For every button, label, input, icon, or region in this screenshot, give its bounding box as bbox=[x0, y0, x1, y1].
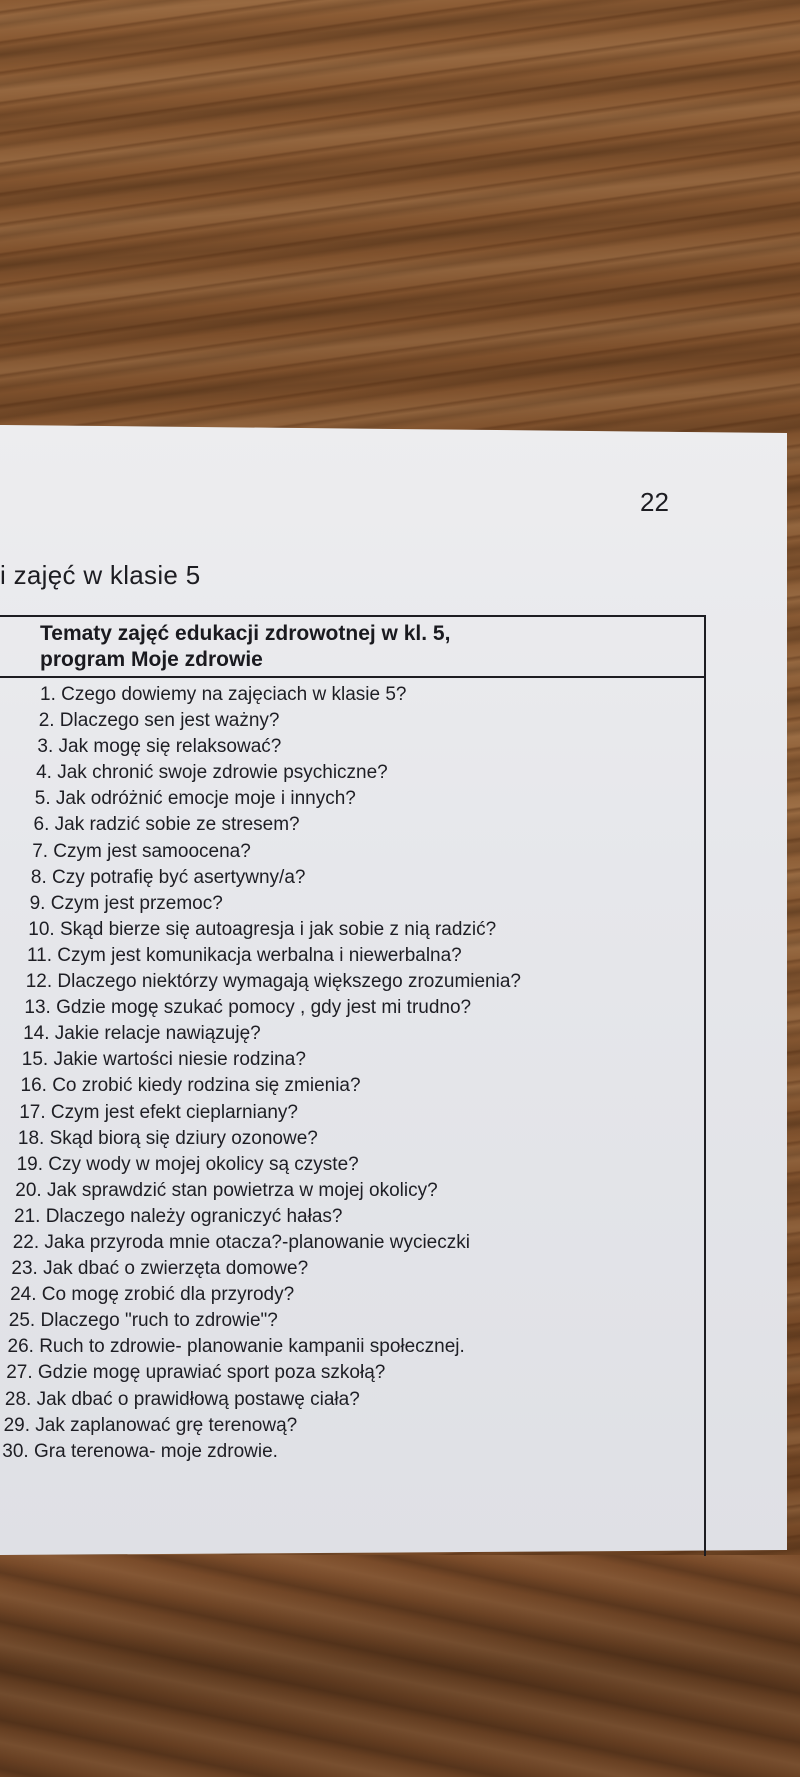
topics-table bbox=[0, 615, 706, 1556]
topic-item: 30. Gra terenowa- moje zdrowie. bbox=[2, 1440, 278, 1462]
topic-item: 25. Dlaczego "ruch to zdrowie"? bbox=[8, 1310, 278, 1332]
topic-list bbox=[0, 678, 704, 1465]
table-header-line-1: Tematy zajęć edukacji zdrowotnej w kl. 5, bbox=[40, 622, 451, 645]
section-heading: i zajęć w klasie 5 bbox=[0, 560, 201, 590]
table-header bbox=[0, 617, 704, 678]
topic-item: 22. Jaka przyroda mnie otacza?-planowanie wycieczki bbox=[12, 1231, 470, 1253]
wooden-table-bottom bbox=[0, 1555, 800, 1777]
topic-item: 29. Jak zaplanować grę terenową? bbox=[3, 1414, 298, 1436]
topic-item: 19. Czy wody w mojej okolicy są czyste? bbox=[16, 1153, 359, 1175]
topic-item: 26. Ruch to zdrowie- planowanie kampanii społecznej. bbox=[7, 1336, 465, 1358]
topic-item: 16. Co zrobić kiedy rodzina się zmienia? bbox=[20, 1075, 361, 1097]
topic-item: 1. Czego dowiemy na zajęciach w klasie 5? bbox=[40, 684, 407, 705]
topic-item: 28. Jak dbać o prawidłową postawę ciała? bbox=[4, 1388, 360, 1410]
topic-item: 18. Skąd biorą się dziury ozonowe? bbox=[17, 1127, 318, 1149]
wooden-table-top bbox=[0, 0, 800, 425]
topic-item: 5. Jak odróżnić emocje moje i innych? bbox=[34, 788, 356, 810]
table-header-line-2: program Moje zdrowie bbox=[40, 648, 263, 671]
topic-item: 11. Czym jest komunikacja werbalna i niewerbalna? bbox=[27, 944, 462, 966]
topic-item: 8. Czy potrafię być asertywny/a? bbox=[30, 866, 306, 888]
topic-item: 12. Dlaczego niektórzy wymagają większego zrozumienia? bbox=[25, 971, 521, 993]
topic-item: 4. Jak chronić swoje zdrowie psychiczne? bbox=[36, 762, 388, 784]
topic-item: 7. Czym jest samoocena? bbox=[32, 840, 251, 862]
topic-item: 2. Dlaczego sen jest ważny? bbox=[38, 710, 280, 732]
topic-item: 9. Czym jest przemoc? bbox=[29, 892, 223, 914]
topic-item: 13. Gdzie mogę szukać pomocy , gdy jest mi trudno? bbox=[24, 997, 472, 1019]
topic-item: 23. Jak dbać o zwierzęta domowe? bbox=[11, 1258, 309, 1280]
topic-item: 21. Dlaczego należy ograniczyć hałas? bbox=[14, 1205, 343, 1227]
topic-item: 3. Jak mogę się relaksować? bbox=[37, 736, 282, 758]
topic-item: 14. Jakie relacje nawiązuję? bbox=[23, 1023, 261, 1045]
topic-item: 27. Gdzie mogę uprawiać sport poza szkołą? bbox=[6, 1362, 386, 1384]
topic-item: 17. Czym jest efekt cieplarniany? bbox=[19, 1101, 298, 1123]
topic-item: 20. Jak sprawdzić stan powietrza w mojej okolicy? bbox=[15, 1179, 438, 1201]
topic-item: 15. Jakie wartości niesie rodzina? bbox=[21, 1049, 306, 1071]
topic-item: 24. Co mogę zrobić dla przyrody? bbox=[10, 1284, 295, 1306]
topic-item: 10. Skąd bierze się autoagresja i jak sobie z nią radzić? bbox=[28, 918, 497, 940]
page-number: 22 bbox=[640, 487, 669, 517]
topic-item: 6. Jak radzić sobie ze stresem? bbox=[33, 814, 300, 836]
